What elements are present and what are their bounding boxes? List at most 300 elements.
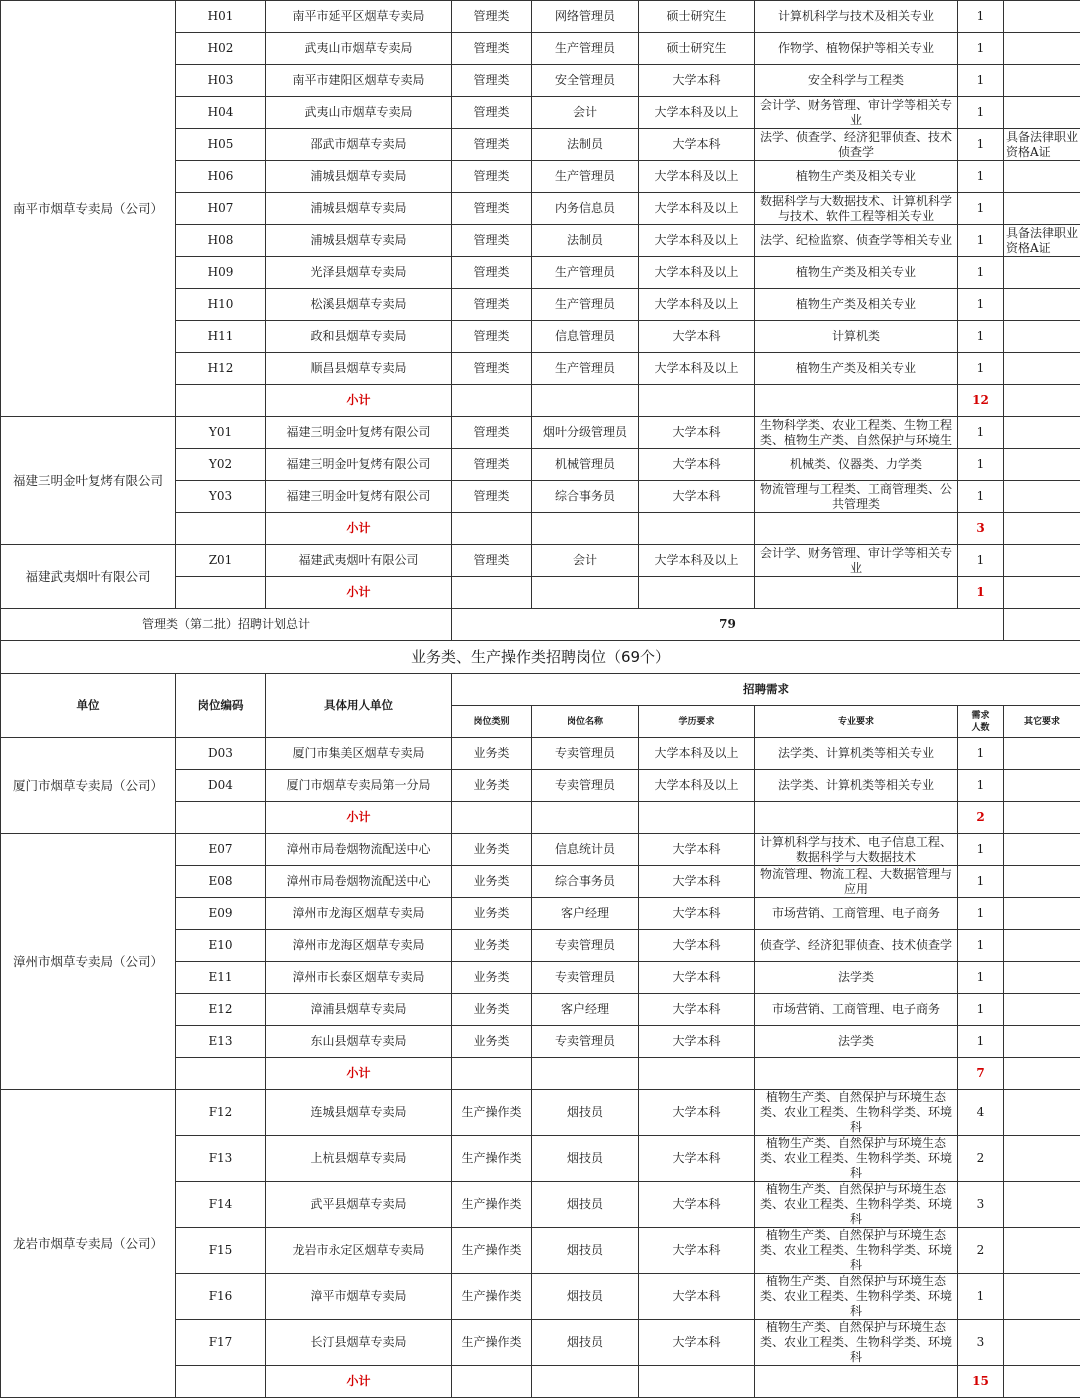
header-unit: 单位: [1, 674, 176, 738]
count-cell: 1: [958, 1026, 1004, 1058]
education-cell: 硕士研究生: [639, 1, 755, 33]
count-cell: 1: [958, 834, 1004, 866]
other-cell: [1004, 738, 1080, 770]
total-label: 管理类（第二批）招聘计划总计: [1, 609, 452, 641]
subtotal-value: 2: [958, 802, 1004, 834]
table-row: [1, 738, 1080, 770]
subtotal-empty: [452, 802, 532, 834]
major-cell: 植物生产类及相关专业: [755, 289, 958, 321]
education-cell: 大学本科: [639, 1182, 755, 1228]
subtotal-code-empty: [176, 1366, 266, 1398]
other-cell: [1004, 866, 1080, 898]
other-cell: [1004, 289, 1080, 321]
position-cell: 综合事务员: [532, 866, 639, 898]
subtotal-empty: [1004, 802, 1080, 834]
major-cell: 法学类、计算机类等相关专业: [755, 770, 958, 802]
position-cell: 专卖管理员: [532, 738, 639, 770]
other-cell: 具备法律职业资格A证: [1004, 225, 1080, 257]
education-cell: 大学本科: [639, 962, 755, 994]
education-cell: 大学本科: [639, 866, 755, 898]
count-cell: 1: [958, 193, 1004, 225]
major-cell: 植物生产类及相关专业: [755, 257, 958, 289]
code-cell: E09: [176, 898, 266, 930]
major-cell: 植物生产类及相关专业: [755, 161, 958, 193]
count-cell: 1: [958, 1274, 1004, 1320]
unit-cell: 南平市烟草专卖局（公司）: [1, 1, 176, 417]
category-cell: 生产操作类: [452, 1136, 532, 1182]
employer-cell: 长汀县烟草专卖局: [266, 1320, 452, 1366]
position-cell: 综合事务员: [532, 481, 639, 513]
position-cell: 法制员: [532, 129, 639, 161]
other-cell: [1004, 545, 1080, 577]
employer-cell: 政和县烟草专卖局: [266, 321, 452, 353]
code-cell: H11: [176, 321, 266, 353]
major-cell: 植物生产类、自然保护与环境生态类、农业工程类、生物科学类、环境科: [755, 1320, 958, 1366]
code-cell: D04: [176, 770, 266, 802]
subtotal-empty: [452, 1058, 532, 1090]
code-cell: F16: [176, 1274, 266, 1320]
code-cell: H02: [176, 33, 266, 65]
header-requirements: 招聘需求: [452, 674, 1080, 706]
count-cell: 1: [958, 289, 1004, 321]
code-cell: E13: [176, 1026, 266, 1058]
major-cell: 法学类: [755, 962, 958, 994]
category-cell: 生产操作类: [452, 1274, 532, 1320]
count-cell: 1: [958, 321, 1004, 353]
total-empty-cell: [1004, 609, 1080, 641]
major-cell: 法学、纪检监察、侦查学等相关专业: [755, 225, 958, 257]
count-cell: 1: [958, 481, 1004, 513]
employer-cell: 福建三明金叶复烤有限公司: [266, 417, 452, 449]
code-cell: Y02: [176, 449, 266, 481]
count-cell: 1: [958, 33, 1004, 65]
subtotal-empty: [755, 1058, 958, 1090]
major-cell: 植物生产类及相关专业: [755, 353, 958, 385]
employer-cell: 南平市延平区烟草专卖局: [266, 1, 452, 33]
subtotal-code-empty: [176, 577, 266, 609]
subtotal-empty: [532, 802, 639, 834]
major-cell: 市场营销、工商管理、电子商务: [755, 994, 958, 1026]
category-cell: 管理类: [452, 257, 532, 289]
subtotal-label: 小计: [266, 577, 452, 609]
header-education: 学历要求: [639, 706, 755, 738]
code-cell: H12: [176, 353, 266, 385]
subtotal-value: 3: [958, 513, 1004, 545]
header-count-line1: 需求: [971, 711, 989, 721]
count-cell: 1: [958, 1, 1004, 33]
major-cell: 物流管理、物流工程、大数据管理与应用: [755, 866, 958, 898]
employer-cell: 龙岩市永定区烟草专卖局: [266, 1228, 452, 1274]
code-cell: F12: [176, 1090, 266, 1136]
education-cell: 大学本科及以上: [639, 353, 755, 385]
category-cell: 管理类: [452, 161, 532, 193]
other-cell: [1004, 33, 1080, 65]
category-cell: 业务类: [452, 866, 532, 898]
employer-cell: 浦城县烟草专卖局: [266, 193, 452, 225]
subtotal-empty: [755, 385, 958, 417]
position-cell: 客户经理: [532, 898, 639, 930]
unit-cell: 漳州市烟草专卖局（公司）: [1, 834, 176, 1090]
subtotal-empty: [755, 802, 958, 834]
major-cell: 计算机类: [755, 321, 958, 353]
subtotal-empty: [532, 385, 639, 417]
position-cell: 客户经理: [532, 994, 639, 1026]
code-cell: F13: [176, 1136, 266, 1182]
code-cell: Y01: [176, 417, 266, 449]
employer-cell: 漳州市龙海区烟草专卖局: [266, 898, 452, 930]
subtotal-empty: [532, 1058, 639, 1090]
subtotal-empty: [639, 1366, 755, 1398]
count-cell: 1: [958, 994, 1004, 1026]
category-cell: 业务类: [452, 834, 532, 866]
other-cell: [1004, 97, 1080, 129]
position-cell: 生产管理员: [532, 289, 639, 321]
position-cell: 烟技员: [532, 1274, 639, 1320]
major-cell: 法学类、计算机类等相关专业: [755, 738, 958, 770]
subtotal-code-empty: [176, 513, 266, 545]
education-cell: 大学本科: [639, 1228, 755, 1274]
count-cell: 1: [958, 962, 1004, 994]
category-cell: 管理类: [452, 321, 532, 353]
subtotal-empty: [452, 385, 532, 417]
position-cell: 烟技员: [532, 1136, 639, 1182]
category-cell: 管理类: [452, 1, 532, 33]
education-cell: 大学本科: [639, 1320, 755, 1366]
education-cell: 大学本科及以上: [639, 97, 755, 129]
major-cell: 计算机科学与技术、电子信息工程、数据科学与大数据技术: [755, 834, 958, 866]
employer-cell: 福建三明金叶复烤有限公司: [266, 481, 452, 513]
table-row: [1, 834, 1080, 866]
header-count-line2: 人数: [971, 723, 989, 733]
header-other: 其它要求: [1004, 706, 1080, 738]
code-cell: H05: [176, 129, 266, 161]
other-cell: [1004, 65, 1080, 97]
employer-cell: 漳州市局卷烟物流配送中心: [266, 834, 452, 866]
education-cell: 大学本科: [639, 1026, 755, 1058]
code-cell: E07: [176, 834, 266, 866]
employer-cell: 南平市建阳区烟草专卖局: [266, 65, 452, 97]
employer-cell: 漳州市龙海区烟草专卖局: [266, 930, 452, 962]
count-cell: 1: [958, 129, 1004, 161]
code-cell: H08: [176, 225, 266, 257]
position-cell: 烟技员: [532, 1228, 639, 1274]
major-cell: 植物生产类、自然保护与环境生态类、农业工程类、生物科学类、环境科: [755, 1090, 958, 1136]
education-cell: 大学本科: [639, 65, 755, 97]
employer-cell: 连城县烟草专卖局: [266, 1090, 452, 1136]
code-cell: F17: [176, 1320, 266, 1366]
major-cell: 法学类: [755, 1026, 958, 1058]
code-cell: H06: [176, 161, 266, 193]
other-cell: [1004, 1320, 1080, 1366]
other-cell: [1004, 321, 1080, 353]
subtotal-empty: [755, 513, 958, 545]
count-cell: 1: [958, 866, 1004, 898]
category-cell: 生产操作类: [452, 1320, 532, 1366]
table-row: [1, 1090, 1080, 1136]
position-cell: 专卖管理员: [532, 930, 639, 962]
subtotal-empty: [532, 513, 639, 545]
count-cell: 1: [958, 930, 1004, 962]
education-cell: 大学本科及以上: [639, 225, 755, 257]
employer-cell: 浦城县烟草专卖局: [266, 225, 452, 257]
code-cell: E08: [176, 866, 266, 898]
header-major: 专业要求: [755, 706, 958, 738]
code-cell: H07: [176, 193, 266, 225]
subtotal-value: 7: [958, 1058, 1004, 1090]
major-cell: 植物生产类、自然保护与环境生态类、农业工程类、生物科学类、环境科: [755, 1274, 958, 1320]
position-cell: 机械管理员: [532, 449, 639, 481]
other-cell: [1004, 770, 1080, 802]
other-cell: [1004, 417, 1080, 449]
code-cell: H04: [176, 97, 266, 129]
major-cell: 侦查学、经济犯罪侦查、技术侦查学: [755, 930, 958, 962]
category-cell: 生产操作类: [452, 1228, 532, 1274]
subtotal-value: 1: [958, 577, 1004, 609]
header-code: 岗位编码: [176, 674, 266, 738]
position-cell: 信息统计员: [532, 834, 639, 866]
employer-cell: 浦城县烟草专卖局: [266, 161, 452, 193]
code-cell: F14: [176, 1182, 266, 1228]
other-cell: 具备法律职业资格A证: [1004, 129, 1080, 161]
count-cell: 1: [958, 65, 1004, 97]
other-cell: [1004, 1090, 1080, 1136]
other-cell: [1004, 481, 1080, 513]
category-cell: 管理类: [452, 449, 532, 481]
subtotal-code-empty: [176, 802, 266, 834]
count-cell: 1: [958, 225, 1004, 257]
education-cell: 大学本科及以上: [639, 257, 755, 289]
category-cell: 管理类: [452, 97, 532, 129]
education-cell: 大学本科: [639, 481, 755, 513]
count-cell: 1: [958, 770, 1004, 802]
category-cell: 业务类: [452, 738, 532, 770]
subtotal-empty: [532, 577, 639, 609]
code-cell: F15: [176, 1228, 266, 1274]
code-cell: H03: [176, 65, 266, 97]
position-cell: 烟叶分级管理员: [532, 417, 639, 449]
subtotal-label: 小计: [266, 802, 452, 834]
category-cell: 生产操作类: [452, 1182, 532, 1228]
subtotal-empty: [452, 577, 532, 609]
subtotal-empty: [452, 513, 532, 545]
subtotal-empty: [639, 513, 755, 545]
other-cell: [1004, 257, 1080, 289]
count-cell: 1: [958, 417, 1004, 449]
count-cell: 1: [958, 161, 1004, 193]
count-cell: 1: [958, 97, 1004, 129]
other-cell: [1004, 962, 1080, 994]
count-cell: 1: [958, 738, 1004, 770]
subtotal-label: 小计: [266, 1366, 452, 1398]
section-title: 业务类、生产操作类招聘岗位（69个）: [1, 641, 1080, 674]
other-cell: [1004, 161, 1080, 193]
header-position: 岗位名称: [532, 706, 639, 738]
employer-cell: 顺昌县烟草专卖局: [266, 353, 452, 385]
category-cell: 管理类: [452, 289, 532, 321]
education-cell: 大学本科: [639, 930, 755, 962]
employer-cell: 武夷山市烟草专卖局: [266, 97, 452, 129]
count-cell: 2: [958, 1228, 1004, 1274]
subtotal-label: 小计: [266, 385, 452, 417]
unit-cell: 福建武夷烟叶有限公司: [1, 545, 176, 609]
category-cell: 管理类: [452, 545, 532, 577]
header-count: [958, 706, 1004, 738]
subtotal-empty: [755, 577, 958, 609]
position-cell: 烟技员: [532, 1320, 639, 1366]
count-cell: 3: [958, 1182, 1004, 1228]
subtotal-value: 15: [958, 1366, 1004, 1398]
education-cell: 大学本科: [639, 1090, 755, 1136]
subtotal-empty: [639, 577, 755, 609]
subtotal-empty: [1004, 1058, 1080, 1090]
education-cell: 大学本科及以上: [639, 770, 755, 802]
employer-cell: 漳浦县烟草专卖局: [266, 994, 452, 1026]
category-cell: 管理类: [452, 225, 532, 257]
employer-cell: 福建三明金叶复烤有限公司: [266, 449, 452, 481]
education-cell: 大学本科: [639, 834, 755, 866]
unit-cell: 龙岩市烟草专卖局（公司）: [1, 1090, 176, 1398]
major-cell: 作物学、植物保护等相关专业: [755, 33, 958, 65]
position-cell: 会计: [532, 545, 639, 577]
subtotal-empty: [639, 385, 755, 417]
position-cell: 烟技员: [532, 1090, 639, 1136]
employer-cell: 上杭县烟草专卖局: [266, 1136, 452, 1182]
subtotal-code-empty: [176, 385, 266, 417]
position-cell: 安全管理员: [532, 65, 639, 97]
subtotal-code-empty: [176, 1058, 266, 1090]
position-cell: 内务信息员: [532, 193, 639, 225]
education-cell: 大学本科: [639, 898, 755, 930]
code-cell: D03: [176, 738, 266, 770]
section-title-row: [1, 641, 1080, 674]
table-row: [1, 417, 1080, 449]
employer-cell: 光泽县烟草专卖局: [266, 257, 452, 289]
major-cell: 植物生产类、自然保护与环境生态类、农业工程类、生物科学类、环境科: [755, 1136, 958, 1182]
employer-cell: 厦门市集美区烟草专卖局: [266, 738, 452, 770]
major-cell: 计算机科学与技术及相关专业: [755, 1, 958, 33]
other-cell: [1004, 1136, 1080, 1182]
subtotal-label: 小计: [266, 513, 452, 545]
subtotal-empty: [639, 1058, 755, 1090]
major-cell: 会计学、财务管理、审计学等相关专业: [755, 545, 958, 577]
part1-total-section: [1, 609, 1080, 738]
employer-cell: 武平县烟草专卖局: [266, 1182, 452, 1228]
count-cell: 4: [958, 1090, 1004, 1136]
other-cell: [1004, 353, 1080, 385]
total-row: [1, 609, 1080, 641]
subtotal-empty: [1004, 1366, 1080, 1398]
category-cell: 业务类: [452, 994, 532, 1026]
education-cell: 大学本科: [639, 321, 755, 353]
education-cell: 大学本科: [639, 994, 755, 1026]
subtotal-empty: [1004, 513, 1080, 545]
other-cell: [1004, 1274, 1080, 1320]
subtotal-empty: [639, 802, 755, 834]
education-cell: 大学本科及以上: [639, 738, 755, 770]
other-cell: [1004, 1182, 1080, 1228]
education-cell: 大学本科及以上: [639, 193, 755, 225]
education-cell: 大学本科: [639, 417, 755, 449]
unit-cell: 福建三明金叶复烤有限公司: [1, 417, 176, 545]
subtotal-empty: [452, 1366, 532, 1398]
subtotal-value: 12: [958, 385, 1004, 417]
other-cell: [1004, 1026, 1080, 1058]
position-cell: 生产管理员: [532, 257, 639, 289]
employer-cell: 松溪县烟草专卖局: [266, 289, 452, 321]
count-cell: 1: [958, 449, 1004, 481]
count-cell: 2: [958, 1136, 1004, 1182]
count-cell: 1: [958, 353, 1004, 385]
major-cell: 机械类、仪器类、力学类: [755, 449, 958, 481]
employer-cell: 漳州市长泰区烟草专卖局: [266, 962, 452, 994]
other-cell: [1004, 930, 1080, 962]
count-cell: 1: [958, 898, 1004, 930]
subtotal-empty: [1004, 577, 1080, 609]
position-cell: 专卖管理员: [532, 770, 639, 802]
code-cell: H10: [176, 289, 266, 321]
category-cell: 管理类: [452, 481, 532, 513]
category-cell: 业务类: [452, 1026, 532, 1058]
major-cell: 植物生产类、自然保护与环境生态类、农业工程类、生物科学类、环境科: [755, 1182, 958, 1228]
subtotal-empty: [755, 1366, 958, 1398]
count-cell: 3: [958, 1320, 1004, 1366]
header-category: 岗位类别: [452, 706, 532, 738]
position-cell: 信息管理员: [532, 321, 639, 353]
education-cell: 大学本科: [639, 1136, 755, 1182]
major-cell: 生物科学类、农业工程类、生物工程类、植物生产类、自然保护与环境生: [755, 417, 958, 449]
other-cell: [1004, 449, 1080, 481]
count-cell: 1: [958, 545, 1004, 577]
category-cell: 业务类: [452, 962, 532, 994]
code-cell: E12: [176, 994, 266, 1026]
table-row: [1, 1, 1080, 33]
other-cell: [1004, 898, 1080, 930]
position-cell: 烟技员: [532, 1182, 639, 1228]
category-cell: 业务类: [452, 898, 532, 930]
employer-cell: 厦门市烟草专卖局第一分局: [266, 770, 452, 802]
position-cell: 会计: [532, 97, 639, 129]
position-cell: 网络管理员: [532, 1, 639, 33]
employer-cell: 武夷山市烟草专卖局: [266, 33, 452, 65]
major-cell: 植物生产类、自然保护与环境生态类、农业工程类、生物科学类、环境科: [755, 1228, 958, 1274]
category-cell: 管理类: [452, 129, 532, 161]
unit-cell: 厦门市烟草专卖局（公司）: [1, 738, 176, 834]
total-value: 79: [452, 609, 1004, 641]
code-cell: H01: [176, 1, 266, 33]
education-cell: 大学本科及以上: [639, 289, 755, 321]
code-cell: Z01: [176, 545, 266, 577]
major-cell: 市场营销、工商管理、电子商务: [755, 898, 958, 930]
major-cell: 法学、侦查学、经济犯罪侦查、技术侦查学: [755, 129, 958, 161]
subtotal-label: 小计: [266, 1058, 452, 1090]
category-cell: 管理类: [452, 65, 532, 97]
header-employer: 具体用人单位: [266, 674, 452, 738]
employer-cell: 东山县烟草专卖局: [266, 1026, 452, 1058]
category-cell: 管理类: [452, 417, 532, 449]
subtotal-empty: [1004, 385, 1080, 417]
code-cell: H09: [176, 257, 266, 289]
education-cell: 硕士研究生: [639, 33, 755, 65]
code-cell: E11: [176, 962, 266, 994]
major-cell: 物流管理与工程类、工商管理类、公共管理类: [755, 481, 958, 513]
code-cell: Y03: [176, 481, 266, 513]
education-cell: 大学本科: [639, 1274, 755, 1320]
employer-cell: 漳州市局卷烟物流配送中心: [266, 866, 452, 898]
category-cell: 管理类: [452, 33, 532, 65]
category-cell: 业务类: [452, 770, 532, 802]
other-cell: [1004, 834, 1080, 866]
category-cell: 管理类: [452, 193, 532, 225]
